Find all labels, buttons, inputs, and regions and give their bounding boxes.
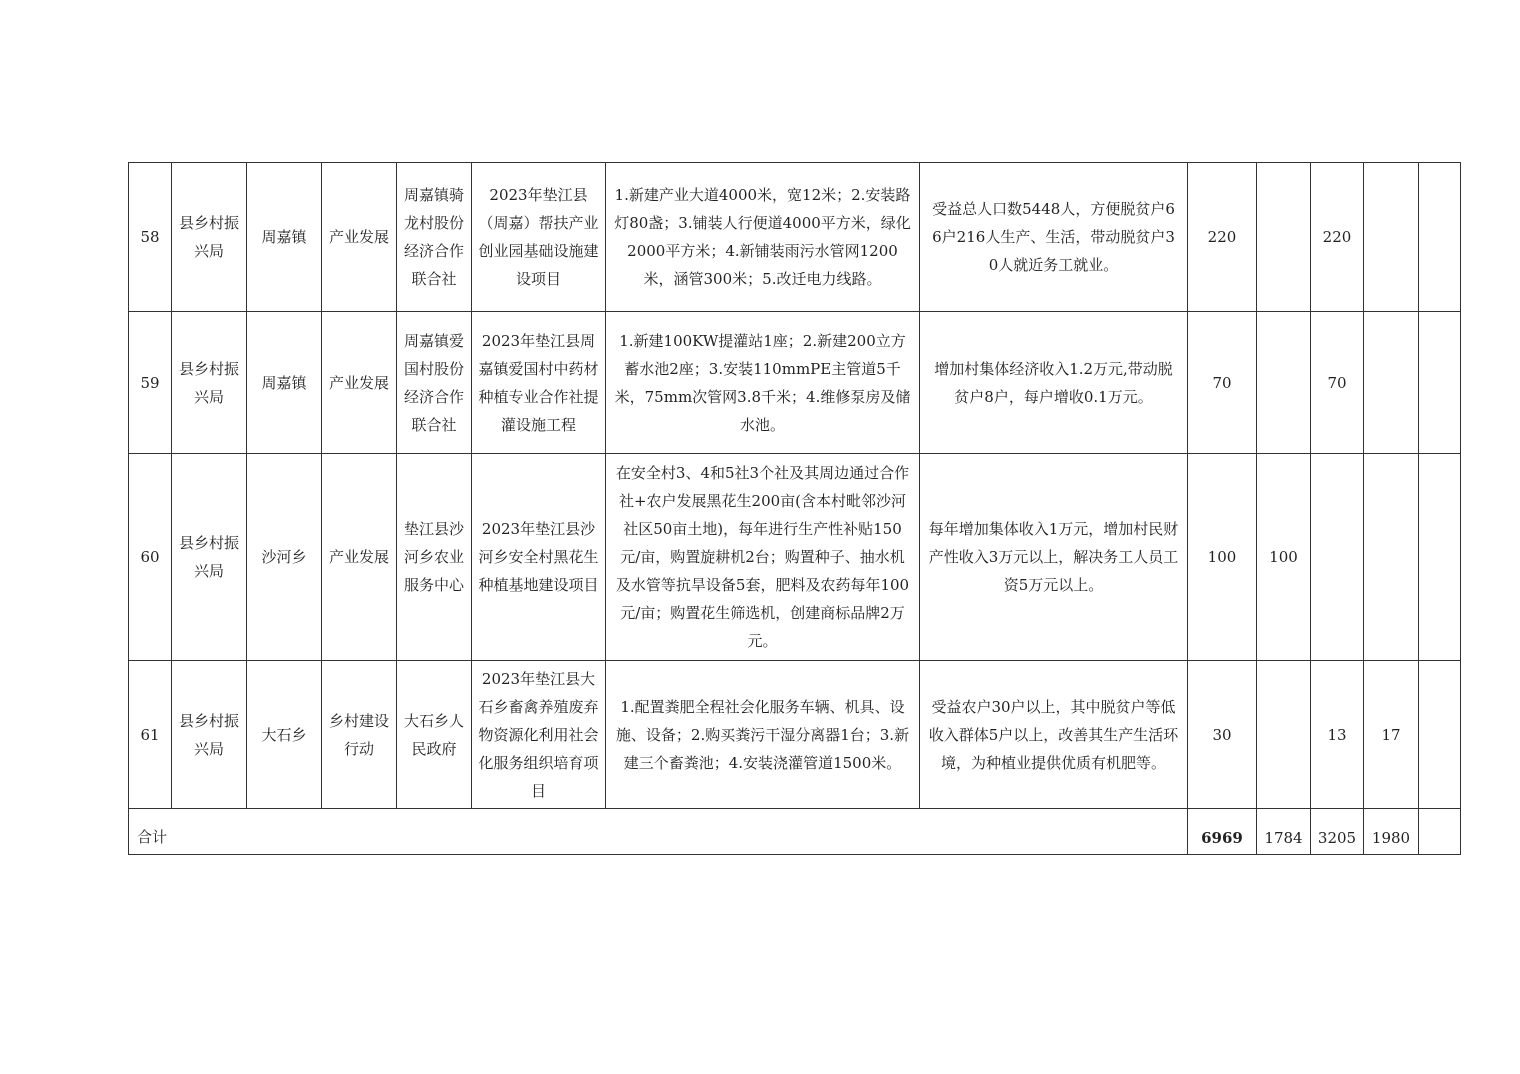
total-col3-cell: 1980 [1364,809,1419,855]
town-cell: 沙河乡 [247,454,322,661]
construction-content-cell: 1.配置粪肥全程社会化服务车辆、机具、设施、设备；2.购买粪污干湿分离器1台；3.新建三个畜粪池；4.安装浇灌管道1500米。 [606,661,920,809]
construction-content-cell: 1.新建产业大道4000米，宽12米；2.安装路灯80盏；3.铺装人行便道4000平方米，绿化2000平方米；4.新铺装雨污水管网1200米，涵管300米；5.改迁电力线路。 [606,163,920,312]
project-name-cell: 2023年垫江县（周嘉）帮扶产业创业园基础设施建设项目 [472,163,606,312]
fund-col3-cell [1364,454,1419,661]
fund-col2-cell: 70 [1311,312,1364,454]
fund-col4-cell [1419,454,1461,661]
total-col4-cell [1419,809,1461,855]
benefit-cell: 受益总人口数5448人，方便脱贫户66户216人生产、生活，带动脱贫户30人就近务工就业。 [920,163,1188,312]
project-name-cell: 2023年垫江县周嘉镇爱国村中药材种植专业合作社提灌设施工程 [472,312,606,454]
benefit-cell: 增加村集体经济收入1.2万元,带动脱贫户8户，每户增收0.1万元。 [920,312,1188,454]
fund-col1-cell: 100 [1257,454,1311,661]
construction-content-cell: 在安全村3、4和5社3个社及其周边通过合作社+农户发展黑花生200亩(含本村毗邻沙河社区50亩土地)，每年进行生产性补贴150元/亩，购置旋耕机2台；购置种子、抽水机及水管等抗旱设备5套，肥料及农药每年100元/亩；购置花生筛选机，创建商标品牌2万元。 [606,454,920,661]
row-number: 61 [129,661,172,809]
total-funds-cell: 70 [1188,312,1257,454]
project-type-cell: 产业发展 [322,454,397,661]
implementing-unit-cell: 周嘉镇骑龙村股份经济合作联合社 [397,163,472,312]
department-cell: 县乡村振兴局 [172,163,247,312]
fund-col2-cell [1311,454,1364,661]
project-name-cell: 2023年垫江县大石乡畜禽养殖废弃物资源化利用社会化服务组织培育项目 [472,661,606,809]
total-funds-cell: 30 [1188,661,1257,809]
implementing-unit-cell: 周嘉镇爱国村股份经济合作联合社 [397,312,472,454]
table-row [129,312,1461,454]
project-type-cell: 产业发展 [322,163,397,312]
fund-col3-cell [1364,163,1419,312]
row-number: 59 [129,312,172,454]
fund-col1-cell [1257,661,1311,809]
fund-col1-cell [1257,163,1311,312]
table-row [129,454,1461,661]
table-row [129,661,1461,809]
total-label: 合计 [129,809,1188,855]
fund-col3-cell [1364,312,1419,454]
fund-col4-cell [1419,661,1461,809]
grand-total-cell: 6969 [1188,809,1257,855]
town-cell: 周嘉镇 [247,312,322,454]
fund-col2-cell: 13 [1311,661,1364,809]
total-funds-cell: 100 [1188,454,1257,661]
fund-col4-cell [1419,163,1461,312]
project-table [128,162,1461,855]
fund-col3-cell: 17 [1364,661,1419,809]
project-type-cell: 乡村建设行动 [322,661,397,809]
department-cell: 县乡村振兴局 [172,661,247,809]
department-cell: 县乡村振兴局 [172,454,247,661]
benefit-cell: 受益农户30户以上，其中脱贫户等低收入群体5户以上，改善其生产生活环境，为种植业提供优质有机肥等。 [920,661,1188,809]
row-number: 60 [129,454,172,661]
row-number: 58 [129,163,172,312]
fund-col1-cell [1257,312,1311,454]
town-cell: 周嘉镇 [247,163,322,312]
town-cell: 大石乡 [247,661,322,809]
project-type-cell: 产业发展 [322,312,397,454]
implementing-unit-cell: 大石乡人民政府 [397,661,472,809]
benefit-cell: 每年增加集体收入1万元，增加村民财产性收入3万元以上，解决务工人员工资5万元以上。 [920,454,1188,661]
implementing-unit-cell: 垫江县沙河乡农业服务中心 [397,454,472,661]
construction-content-cell: 1.新建100KW提灌站1座；2.新建200立方蓄水池2座；3.安装110mmPE主管道5千米，75mm次管网3.8千米；4.维修泵房及储水池。 [606,312,920,454]
total-col1-cell: 1784 [1257,809,1311,855]
total-col2-cell: 3205 [1311,809,1364,855]
fund-col2-cell: 220 [1311,163,1364,312]
table-row [129,163,1461,312]
total-funds-cell: 220 [1188,163,1257,312]
project-name-cell: 2023年垫江县沙河乡安全村黑花生种植基地建设项目 [472,454,606,661]
department-cell: 县乡村振兴局 [172,312,247,454]
fund-col4-cell [1419,312,1461,454]
total-row [129,809,1461,855]
